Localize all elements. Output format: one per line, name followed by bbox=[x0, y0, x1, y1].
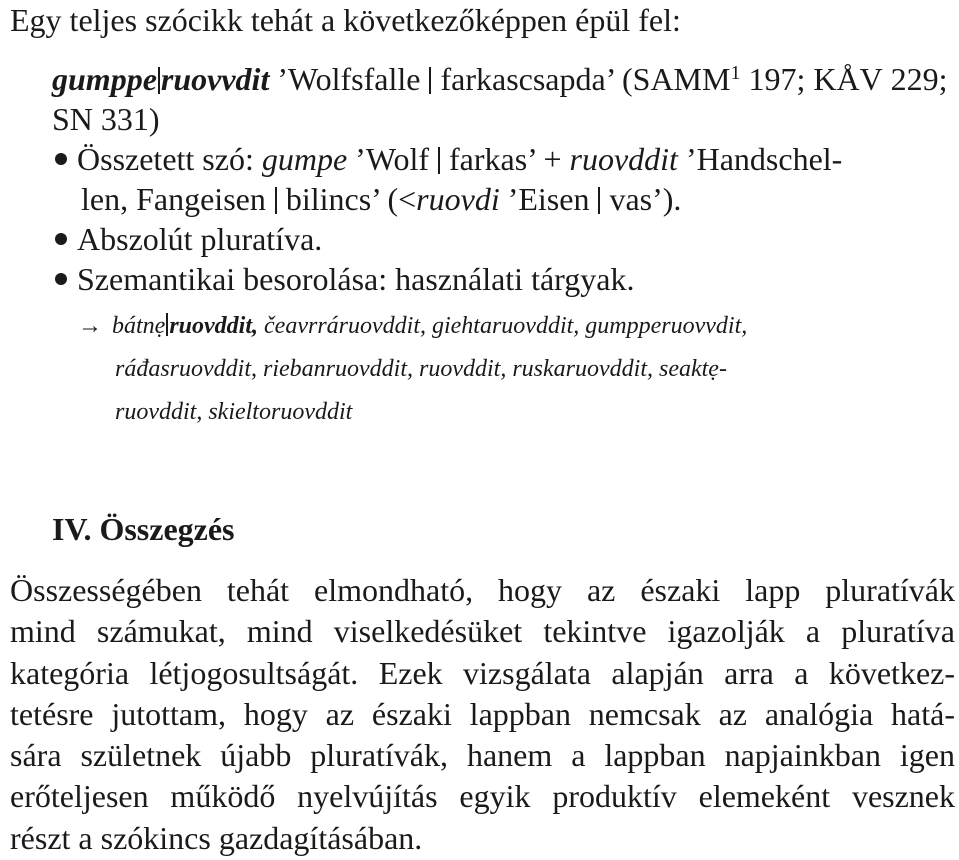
paragraph-line: mind számukat, mind viselkedésüket tekintve igazolják a pluratíva bbox=[10, 613, 955, 650]
dictionary-entry bbox=[52, 59, 948, 299]
source-rest-2: 229; bbox=[890, 61, 948, 97]
bullet-plurality bbox=[52, 219, 932, 259]
refs-line-1 bbox=[78, 305, 908, 348]
bullet-semantics bbox=[52, 259, 932, 299]
semantics-text: Szemantikai besorolása: használati tárgyak. bbox=[77, 261, 635, 297]
cross-references bbox=[78, 305, 908, 434]
gloss-german: ’Wolfsfalle bbox=[277, 61, 421, 97]
summary-paragraph bbox=[10, 570, 955, 859]
entry-source-line-2: SN 331) bbox=[52, 101, 160, 137]
gloss-separator bbox=[429, 67, 431, 94]
compound-vas: vas’). bbox=[609, 181, 682, 217]
bullet-icon bbox=[55, 233, 67, 245]
paragraph-line: erőteljesen működő nyelvújítás egyik produktív elemeként vesznek bbox=[10, 778, 955, 815]
headword-part-1: gumppe bbox=[52, 61, 157, 97]
bullet-icon bbox=[55, 273, 67, 285]
refs-line-2: ráđasruovddit, riebanruovddit, ruovddit, ruskaruovddit, seaktẹ- bbox=[115, 356, 727, 382]
ref-first-part-2: ruovddit, bbox=[169, 313, 259, 339]
compound-ruovddit: ruovddit bbox=[569, 141, 678, 177]
compound-plus: + bbox=[543, 141, 562, 177]
compound-eisen: ’Eisen bbox=[507, 181, 590, 217]
paragraph-line: Összességében tehát elmondható, hogy az északi lapp pluratívák bbox=[10, 572, 955, 608]
compound-ruovdi: ruovdi bbox=[416, 181, 500, 217]
ref-first-part-1: bátnẹ bbox=[112, 313, 166, 339]
section-heading: IV. Összegzés bbox=[52, 511, 235, 547]
source-rest: 197; K bbox=[748, 61, 837, 97]
refs-line-3: ruovddit, skieltoruovddit bbox=[115, 399, 353, 425]
paragraph-line: részt a szókincs gazdagításában. bbox=[10, 819, 423, 856]
compound-handschel: ’Handschel- bbox=[685, 141, 843, 177]
bullet-compound-line-2 bbox=[52, 179, 932, 219]
source-open: (S bbox=[621, 61, 651, 97]
compound-farkas: farkas’ bbox=[449, 141, 536, 177]
paragraph-line: kategória létjogosultságát. Ezek vizsgálata alapján arra a következ- bbox=[10, 654, 955, 691]
bullet-compound-line-1 bbox=[52, 139, 932, 179]
arrow-right-icon: → bbox=[78, 313, 102, 339]
gloss-separator bbox=[275, 187, 277, 214]
source-superscript: 1 bbox=[730, 62, 741, 84]
source-samm: AMM bbox=[650, 61, 731, 97]
gloss-hungarian: farkascsapda’ bbox=[440, 61, 614, 97]
compound-gumpe: gumpe bbox=[261, 141, 348, 177]
intro-sentence: Egy teljes szócikk tehát a következőképpen épül fel: bbox=[10, 2, 681, 38]
compound-fangeisen: len, Fangeisen bbox=[81, 181, 266, 217]
refs-line-1-rest: čeavrráruovddit, giehtaruovddit, gumpperuovvdit, bbox=[264, 313, 748, 339]
headword-part-2: ruovvdit bbox=[160, 61, 270, 97]
compound-wolf: ’Wolf bbox=[355, 141, 429, 177]
gloss-separator bbox=[598, 187, 600, 214]
paragraph-line: tetésre jutottam, hogy az északi lappban nemcsak az analógia hatá- bbox=[10, 695, 955, 732]
morpheme-separator bbox=[158, 67, 160, 94]
entry-headline bbox=[52, 59, 948, 99]
bullet-icon bbox=[55, 153, 67, 165]
paragraph-line: sára születnek újabb pluratívák, hanem a lappban napjainkban igen bbox=[10, 737, 955, 774]
gloss-separator bbox=[438, 147, 440, 174]
compound-bilincs: bilincs’ (< bbox=[285, 181, 417, 217]
compound-label: Összetett szó: bbox=[77, 141, 254, 177]
plurality-text: Abszolút pluratíva. bbox=[77, 221, 323, 257]
source-kav: ÅV bbox=[836, 61, 883, 97]
